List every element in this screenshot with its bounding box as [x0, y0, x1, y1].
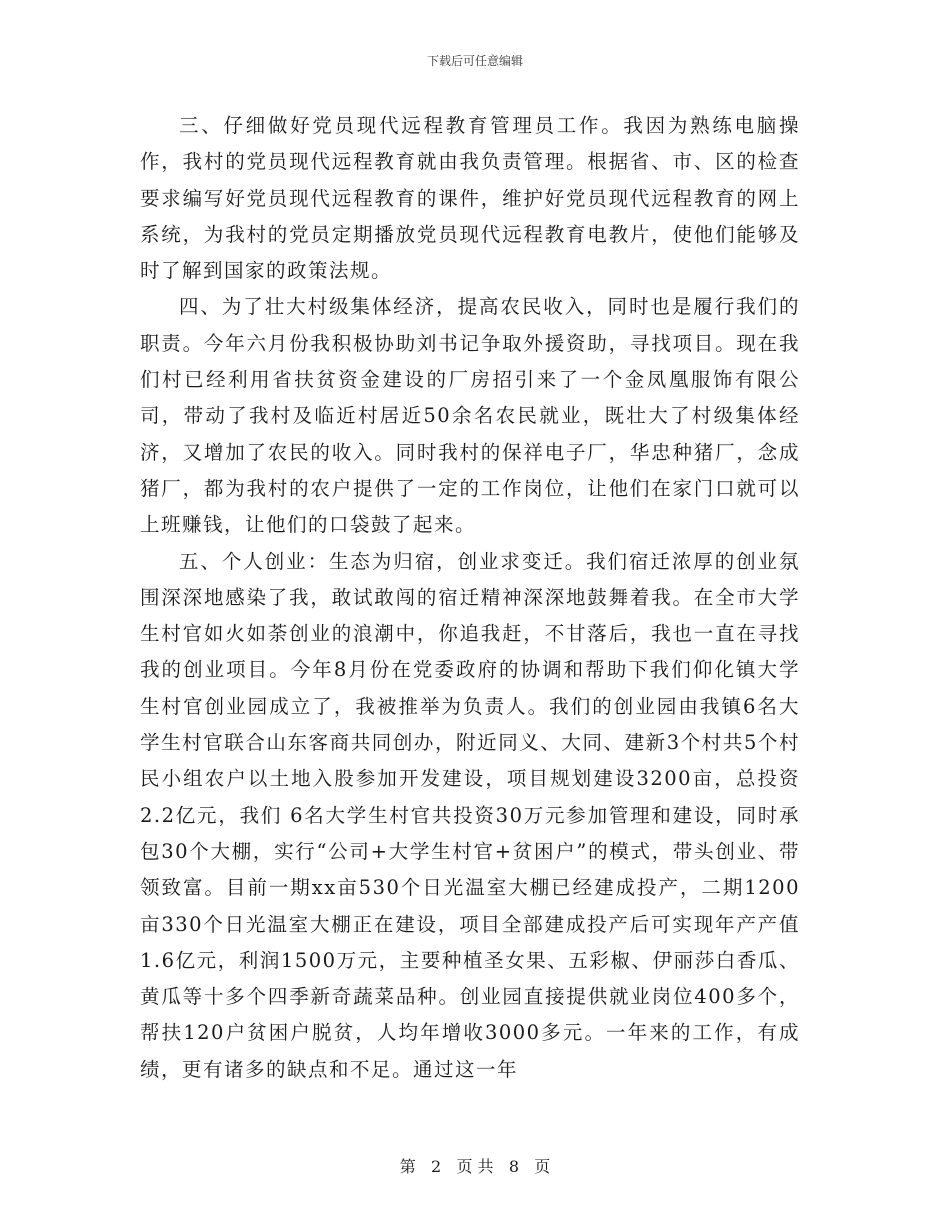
paragraph-four: 四、为了壮大村级集体经济，提高农民收入，同时也是履行我们的职责。今年六月份我积极协助刘书记争取外援资助，寻找项目。现在我们村已经利用省扶贫资金建设的厂房招引来了一个金凤凰服饰有限公司，带动了我村及临近村居近50余名农民就业，既壮大了村级集体经济，又增加了农民的收入。同时我村的保祥电子厂，华忠种猪厂，念成猪厂，都为我村的农户提供了一定的工作岗位，让他们在家门口就可以上班赚钱，让他们的口袋鼓了起来。 [140, 295, 800, 537]
footer-prefix: 第 [399, 1157, 416, 1176]
document-body [140, 108, 800, 1088]
header-text: 下载后可任意编辑 [426, 54, 523, 68]
footer-middle: 页 共 [456, 1157, 494, 1176]
footer-total-pages: 8 [508, 1157, 520, 1176]
paragraph-three: 三、仔细做好党员现代远程教育管理员工作。我因为熟练电脑操作，我村的党员现代远程教育就由我负责管理。根据省、市、区的检查要求编写好党员现代远程教育的课件，维护好党员现代远程教育的网上系统，为我村的党员定期播放党员现代远程教育电教片，使他们能够及时了解到国家的政策法规。 [140, 114, 800, 283]
footer-suffix: 页 [534, 1157, 551, 1176]
paragraph-five: 五、个人创业：生态为归宿，创业求变迁。我们宿迁浓厚的创业氛围深深地感染了我，敢试敢闯的宿迁精神深深地鼓舞着我。在全市大学生村官如火如荼创业的浪潮中，你追我赶，不甘落后，我也一直在寻找我的创业项目。今年8月份在党委政府的协调和帮助下我们仰化镇大学生村官创业园成立了，我被推举为负责人。我们的创业园由我镇6名大学生村官联合山东客商共同创办，附近同义、大同、建新3个村共5个村民小组农户以土地入股参加开发建设，项目规划建设3200亩，总投资2.2亿元，我们 6名大学生村官共投资30万元参加管理和建设，同时承包30个大棚，实行“公司+大学生村官+贫困户”的模式，带头创业、带领致富。目前一期xx亩530个日光温室大棚已经建成投产，二期1200亩330个日光温室大棚正在建设，项目全部建成投产后可实现年产产值1.6亿元，利润1500万元，主要种植圣女果、五彩椒、伊丽莎白香瓜、黄瓜等十多个四季新奇蔬菜品种。创业园直接提供就业岗位400多个，帮扶120户贫困户脱贫，人均年增收3000多元。一年来的工作，有成绩，更有诸多的缺点和不足。通过这一年 [140, 549, 800, 1081]
page-header [0, 53, 950, 69]
footer-page-number: 2 [430, 1157, 442, 1176]
page-footer [0, 1156, 950, 1178]
